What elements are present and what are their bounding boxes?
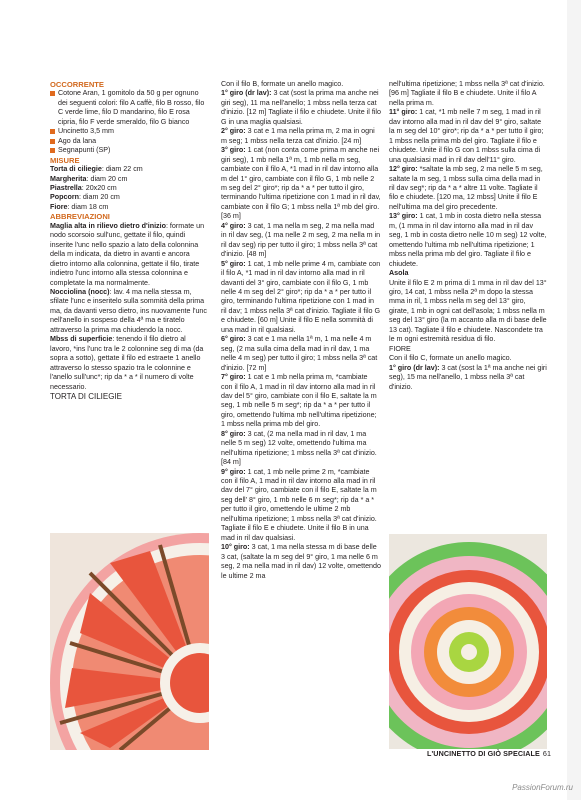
instruction-paragraph [221, 335, 381, 373]
abbreviation-item [50, 288, 208, 335]
round-label: 5° giro: [221, 259, 246, 268]
column-instructions-2 [389, 80, 547, 392]
asola-text: Unite il filo E 2 m prima di 1 mma in ril dav del 13° giro, 14 cat, 1 mbss nella 2ª m dopo la stessa mma in ril, 1 mbss nella m seg del 13° giro, girate, 1 mb in ogni cat dell'asola; 1 mbss nella m seg del 13° giro (la m accanto alla m di base delle 13 cat). Tagliate il filo e chiudete. Nascondete tra le m ogni estremità residua di filo. [389, 278, 547, 344]
round-label: 12° giro: [389, 165, 418, 174]
abbreviation-term: Maglia alta in rilievo dietro d'inizio [50, 221, 166, 230]
instruction-paragraph [389, 212, 547, 269]
instruction-paragraph [221, 222, 381, 260]
measure-row [50, 165, 208, 174]
flower-photo [389, 534, 547, 749]
page-number: 61 [542, 749, 552, 758]
measure-label: Torta di ciliegie [50, 165, 102, 174]
round-label: 11° giro: [389, 108, 418, 117]
round-text: 3 cat e 1 ma nella 1ª m, 1 ma nelle 4 m seg, (2 ma sulla cima della mad in ril dav, 1 ma nelle 4 m seg) per tutto il giro; 1 mbss nella 3ª cat d'inizio. [72 m] [221, 335, 378, 372]
misure-list [50, 165, 208, 212]
round-label: 7° giro: [221, 373, 246, 382]
round-label: 4° giro: [221, 221, 246, 230]
instruction-paragraph [221, 80, 381, 89]
material-item: Ago da lana [50, 137, 208, 146]
round-text: 3 cat, 1 ma nella stessa m di base delle 3 cat, (saltate la m seg del 9° giro, 1 ma nelle 6 m seg, 2 ma nella mad in ril dav) 12 volte, omettendo le ultime 2 ma [221, 543, 381, 580]
round-text: 3 cat, (2 ma nella mad in ril dav, 1 ma nelle 5 m seg) 12 volte, omettendo l'ultima ma nell'ultima ripetizione; 1 mbss nella 3ª cat d'inizio. [84 m] [221, 429, 377, 467]
abbreviation-text: : tenendo il filo dietro al lavoro, *ins l'unc tra le 2 colonnine seg di ma (da sopra a sotto), gettate il filo ed estraete 1 anello attraverso lo stesso spazio tra le colonnine e l'anello sull'unc*; rip da * a * il numero di volte necessario. [50, 335, 204, 391]
round-text: Con il filo B, formate un anello magico. [221, 80, 344, 88]
abbreviation-item [50, 335, 208, 392]
misure-heading: MISURE [50, 155, 80, 165]
round-text: 1 cat (non conta come prima m anche nei giri seg), 1 mb nella 1ª m, 1 mb nella m seg, cambiate con il filo A, *1 mad in ril dav intorno alla m del 1° giro, cambiate con il filo G, 1 mb nelle 2 m seg del 2° giro*; rip da * a * per tutto il giro, terminando l'ultima ripetizione con 1 mad in ril dav, cambiate con il filo G; 1 mbss nella 1ª mb del giro. [36 m] [221, 146, 381, 221]
round-text: 3 cat (sost la prima ma anche nei giri seg), 11 ma nell'anello; 1 mbss nella terza cat d'inizio. [12 m] Tagliate il filo e chiudete. Unite il filo G in una maglia qualsiasi. [221, 89, 381, 126]
col3-paragraphs [389, 80, 547, 269]
round-label: 10° giro: [221, 543, 250, 552]
fiore-round-1 [389, 364, 547, 392]
column-instructions-1 [221, 80, 381, 581]
round-label: 6° giro: [221, 335, 246, 344]
fiore-round-text: 3 cat (sost la 1ª ma anche nei giri seg), 15 ma nell'anello, 1 mbss nella 3ª cat d'inizio. [389, 363, 547, 391]
fiore-title: FIORE [389, 344, 411, 353]
measure-value: : diam 22 cm [101, 165, 143, 174]
instruction-paragraph [389, 80, 547, 108]
round-text: 3 cat e 1 ma nella prima m, 2 ma in ogni m seg; 1 mbss nella terza cat d'inizio. [24 m] [221, 127, 375, 145]
fiore-intro: Con il filo C, formate un anello magico. [389, 354, 512, 363]
abbreviation-text: : formate un nodo scorsoio sull'unc, gettate il filo, quindi inserite l'unc nello spazio a lato della colonnina della m indicata, da dietro in avanti e ancora dietro intorno alla colonnina, gettate il filo, tirate indietro l'unc intorno alla stessa colonnina e completate la ma normalmente. [50, 221, 205, 287]
asola-title: Asola [389, 269, 409, 278]
page-footer [427, 749, 551, 758]
instruction-paragraph [389, 165, 547, 212]
material-item: Cotone Aran, 1 gomitolo da 50 g per ognuno dei seguenti colori: filo A caffè, filo B rosso, filo C verde lime, filo D mandarino, filo E rosa cipria, filo F verde smeraldo, filo G bianco [50, 89, 208, 127]
magazine-name: L'UNCINETTO DI GIÒ SPECIALE [427, 749, 540, 758]
abbreviation-term: Mbss di superficie [50, 335, 113, 344]
abbreviazioni-heading: ABBREVIAZIONI [50, 212, 110, 222]
round-label: 9° giro: [221, 467, 246, 476]
measure-row [50, 193, 208, 202]
instruction-paragraph [221, 543, 381, 581]
round-text: 1 cat, 1 mb nelle prime 4 m, cambiate con il filo A, *1 mad in ril dav intorno alla mad in ril davanti del 3° giro, cambiate con il filo G, 1 mb nelle 4 m seg del 2° giro*; rip da * a * per tutto il giro, terminando l'ultima ripetizione con 1 mad in ril dav; 1 mbss nella 3ª cat d'inizio. Tagliate il filo G e chiudete. [60 m] Unite il filo E nella sommità di una mad in ril qualsiasi. [221, 259, 381, 334]
occorrente-list [50, 89, 208, 155]
round-label: 13° giro: [389, 212, 418, 221]
round-text: 3 cat, 1 ma nella m seg, 2 ma nella mad in ril dav seg, (1 ma nelle 2 m seg, 2 ma nella m in ril dav seg) rip per tutto il giro; 1 mbss nella 3ª cat d'inizio. [48 m] [221, 221, 381, 259]
round-text: 1 cat, 1 mb in costa dietro nella stessa m, (1 mma in ril dav intorno alla mad in ril dav seg, 1 mb in costa dietro nelle 10 m seg) 12 volte, omettendo l'ultima mb nell'ultima ripetizione; 1 mbss nella prima mb del giro. Tagliate il filo e chiudete. [389, 212, 547, 268]
round-label: 8° giro: [221, 429, 246, 438]
fiore-round-lead: 1° giro (dr lav): [389, 363, 440, 372]
measure-label: Piastrella [50, 183, 82, 192]
watermark: PassionForum.ru [512, 783, 573, 792]
instruction-paragraph [221, 430, 381, 468]
round-text: 1 cat, *1 mb nelle 7 m seg, 1 mad in ril dav intorno alla mad in ril dav del 9° giro, saltate la m seg del 10° giro*; rip da * a * per tutto il giro; 1 mbss nella prima mb del giro. Tagliate il filo e chiudete. Unite il filo G con 1 mbss sulla cima di una qualsiasi mad in ril dav dell'11° giro. [389, 108, 544, 164]
round-text: 1 cat, 1 mb nelle prime 2 m, *cambiate con il filo A, 1 mad in ril dav intorno alla mad in ril dav del 7° giro, cambiate con il filo E, saltate la m seg dell' 8° giro, 1 mb nelle 6 m seg*; rip da * a * per tutto il giro, omettendo le ultime 2 mb nell'ultima ripetizione; 1 mbss nella 3ª cat d'inizio. Tagliate il filo E e chiudete. Unite il filo B in una mad in ril dav qualsiasi. [221, 467, 377, 542]
instruction-paragraph [221, 373, 381, 430]
measure-value: : diam 20 cm [86, 174, 128, 183]
measure-value: : diam 20 cm [78, 193, 120, 202]
abbreviation-text: : lav. 4 ma nella stessa m, sfilate l'unc e inseritelo sulla sommità della prima ma, da davanti verso dietro, ins nuovamente l'unc nell'anello in sospeso della 4ª ma e tiratelo attraverso la prima ma chiudendo la nocc. [50, 287, 207, 334]
instruction-paragraph [221, 146, 381, 222]
measure-row [50, 203, 208, 212]
abbreviation-item [50, 222, 208, 288]
measure-label: Fiore [50, 202, 68, 211]
abbreviation-term: Nocciolina (nocc) [50, 287, 110, 296]
measure-label: Popcorn [50, 193, 79, 202]
cherry-pie-photo [50, 533, 209, 750]
occorrente-heading: OCCORRENTE [50, 80, 105, 89]
round-text: nell'ultima ripetizione; 1 mbss nella 3ª cat d'inizio. [96 m] Tagliate il filo B e chiudete. Unite il filo A nella prima m. [389, 80, 545, 107]
instruction-paragraph [389, 108, 547, 165]
round-label: 1° giro (dr lav): [221, 89, 272, 98]
measure-row [50, 175, 208, 184]
measure-label: Margherita [50, 174, 87, 183]
page-edge [567, 0, 581, 800]
material-item: Uncinetto 3,5 mm [50, 127, 208, 136]
instruction-paragraph [221, 127, 381, 146]
material-item: Segnapunti (SP) [50, 146, 208, 155]
column-materials [50, 80, 208, 401]
instruction-paragraph [221, 89, 381, 127]
torta-title: TORTA DI CILIEGIE [50, 391, 123, 401]
measure-value: : 20x20 cm [81, 183, 117, 192]
measure-value: : diam 18 cm [67, 202, 109, 211]
measure-row [50, 184, 208, 193]
abbreviazioni-list [50, 222, 208, 392]
instruction-paragraph [221, 260, 381, 336]
round-text: *saltate la mb seg, 2 ma nelle 5 m seg, saltate la m seg, 1 mbss sulla cima della mad in ril dav seg*; rip da * a * altre 11 volte. Tagliate il filo e chiudete. [120 ma, 12 mbss] Unite il filo E nell'ultima ma del giro precedente. [389, 165, 543, 211]
instruction-paragraph [221, 468, 381, 544]
round-text: 1 cat e 1 mb nella prima m, *cambiate con il filo A, 1 mad in ril dav intorno alla mad in ril dav del 5° giro, cambiate con il filo E, saltate la m seg, 1 mb nelle 5 m seg*; rip da * a * per tutto il giro, omettendo l'ultima mb nell'ultima ripetizione; 1 mbss nella prima mb del giro. [221, 373, 377, 429]
round-label: 3° giro: [221, 146, 246, 155]
round-label: 2° giro: [221, 127, 246, 136]
